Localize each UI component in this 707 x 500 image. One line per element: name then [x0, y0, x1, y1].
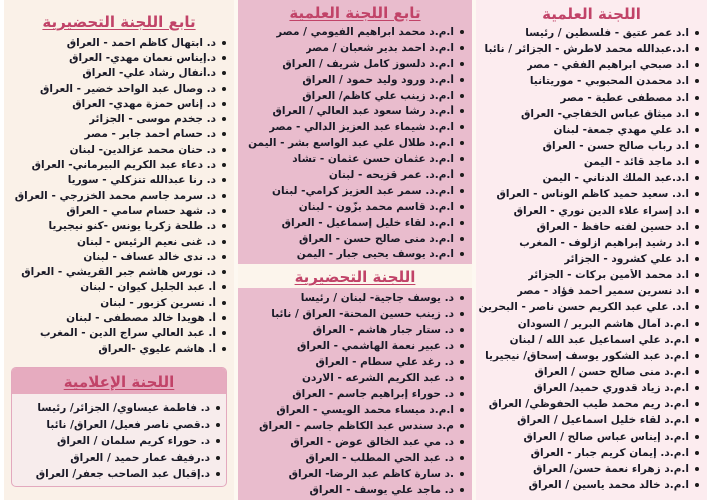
- member-name: د. يوسف جاجية- لبنان / رئيسا: [300, 292, 454, 305]
- member-name: ا.م.د آمال هاشم البرير / السودان: [517, 317, 689, 330]
- bullet-icon: [222, 102, 226, 106]
- bullet-icon: [216, 472, 220, 476]
- member-name: د. ندى خالد عساف - لبنان: [83, 250, 216, 263]
- bullet-icon: [695, 96, 699, 100]
- member-name: ا.م.د ميساء محمد الويسي - العراق: [276, 404, 454, 417]
- member-name: د. حنان محمد عزالدين- لبنان: [69, 143, 216, 156]
- bullet-icon: [695, 47, 699, 51]
- bullet-icon: [695, 241, 699, 245]
- bullet-icon: [460, 360, 464, 364]
- member-item: [240, 151, 464, 167]
- member-item: [240, 24, 464, 40]
- member-item: [478, 477, 699, 493]
- member-name: د. ابتهال كاظم احمد - العراق: [66, 36, 216, 49]
- member-name: د. زينب حسين المحنة- العراق / نائبا: [271, 308, 454, 321]
- member-item: [6, 35, 226, 50]
- member-item: [14, 400, 220, 417]
- bullet-icon: [460, 392, 464, 396]
- member-name: د.قصي ناصر فعيل/ العراق/ نائبا: [46, 418, 210, 431]
- bullet-icon: [222, 41, 226, 45]
- bullet-icon: [460, 94, 464, 98]
- member-item: [14, 450, 220, 467]
- member-item: [478, 267, 699, 283]
- member-name: ا.م.د محمد ابراهيم الفيومي / مصر: [276, 25, 454, 38]
- member-item: [478, 316, 699, 332]
- member-item: [478, 57, 699, 73]
- media-committee-list: [12, 394, 226, 483]
- bullet-icon: [695, 370, 699, 374]
- member-name: أ. هاشم عليوي -العراق: [98, 342, 216, 355]
- bullet-icon: [460, 252, 464, 256]
- bullet-icon: [222, 347, 226, 351]
- member-name: ا.م.د منى صالح حسن / العراق: [534, 366, 689, 379]
- preparatory-committee-cont-title: تابع اللجنة التحضيرية: [42, 13, 196, 31]
- member-item: [240, 386, 464, 402]
- bullet-icon: [222, 316, 226, 320]
- member-name: د. دعاء عبد الكريم البيرماني- العراق: [31, 159, 216, 172]
- member-item: [478, 90, 699, 106]
- member-name: ا.د إسراء علاء الدين نوري - العراق: [513, 204, 689, 217]
- member-name: د. فاطمة عيساوي/ الجزائر/ رئيسا: [37, 402, 210, 415]
- member-item: [478, 138, 699, 154]
- member-name: د. سرمد جاسم محمد الخزرجي - العراق: [14, 189, 216, 202]
- bullet-icon: [460, 125, 464, 129]
- bullet-icon: [695, 305, 699, 309]
- member-name: د. ستار جبار هاشم - العراق: [312, 324, 454, 337]
- media-committee-header-band: [12, 368, 226, 394]
- scientific-committee-cont-title: تابع اللجنة العلمية: [289, 4, 421, 22]
- member-name: ا.م.د عبد الشكور يوسف إسحاق/ نيجيريا: [485, 349, 689, 362]
- member-name: د. عبد الكريم الشرعه - الاردن: [301, 372, 454, 385]
- member-name: م.د سندس عبد الكاظم جاسم - العراق: [259, 420, 454, 433]
- bullet-icon: [460, 456, 464, 460]
- member-name: ا.د محمدن المحبوبي - موريتانيا: [529, 75, 689, 88]
- member-name: ا.م.د خالد محمد ياسين / العراق: [528, 479, 689, 491]
- member-item: [240, 370, 464, 386]
- member-name: ا.م.د. إيمان كريم جبار - العراق: [530, 446, 689, 459]
- member-item: [478, 364, 699, 380]
- bullet-icon: [460, 472, 464, 476]
- member-item: [240, 450, 464, 466]
- bullet-icon: [460, 205, 464, 209]
- bullet-icon: [695, 273, 699, 277]
- bullet-icon: [216, 406, 220, 410]
- member-name: د. عبير نعمة الهاشمي - العراق: [297, 340, 454, 353]
- member-item: [6, 310, 226, 325]
- member-item: [478, 41, 699, 57]
- member-item: [240, 338, 464, 354]
- bullet-icon: [222, 285, 226, 289]
- bullet-icon: [460, 408, 464, 412]
- preparatory-committee-list: [238, 290, 472, 498]
- member-name: ا.م.د قاسم محمد بزّون - لبنان: [298, 200, 454, 213]
- bullet-icon: [460, 30, 464, 34]
- member-name: ا.د محمد الأمين بركات - الجزائر: [527, 269, 689, 282]
- member-name: د. حوراء كريم سلمان / العراق: [56, 435, 210, 448]
- member-name: ا.د عمر عتيق - فلسطين / رئيسا: [525, 27, 689, 40]
- scientific-committee-title: اللجنة العلمية: [542, 5, 641, 23]
- member-name: ا.م.د احمد بدير شعبان / مصر: [305, 41, 454, 54]
- member-name: ا.د.عبد الملك الدناني - اليمن: [542, 172, 689, 185]
- member-item: [6, 96, 226, 111]
- member-item: [478, 25, 699, 41]
- member-item: [240, 56, 464, 72]
- member-item: [6, 188, 226, 203]
- member-item: [478, 396, 699, 412]
- member-item: [478, 106, 699, 122]
- member-name: ا.م.د يوسف يحيى جبار - اليمن: [296, 248, 454, 261]
- member-item: [6, 127, 226, 142]
- member-item: [240, 322, 464, 338]
- member-item: [478, 348, 699, 364]
- member-item: [14, 433, 220, 450]
- member-name: أ.م.د رشا سعود عبد العالي / العراق: [272, 105, 454, 118]
- bullet-icon: [460, 440, 464, 444]
- bullet-icon: [460, 62, 464, 66]
- member-item: [478, 73, 699, 89]
- member-name: ا.د رشيد إبراهيم ازلوف - المغرب: [519, 236, 689, 249]
- member-item: [240, 434, 464, 450]
- media-committee-title: اللجنة الإعلامية: [63, 373, 175, 392]
- bullet-icon: [222, 132, 226, 136]
- member-item: [6, 142, 226, 157]
- column-scientific-committee: [472, 0, 707, 500]
- member-name: د. ماجد علي يوسف - العراق: [309, 484, 454, 497]
- member-item: [6, 295, 226, 310]
- member-item: [478, 235, 699, 251]
- bullet-icon: [695, 112, 699, 116]
- member-item: [240, 72, 464, 88]
- bullet-icon: [222, 178, 226, 182]
- member-name: د. وصال عبد الواحد خضير - العراق: [40, 82, 216, 95]
- member-item: [478, 283, 699, 299]
- member-name: ا.م.د لقاء خليل اسماعيل / العراق: [517, 414, 689, 427]
- bullet-icon: [695, 192, 699, 196]
- bullet-icon: [222, 71, 226, 75]
- bullet-icon: [222, 163, 226, 167]
- member-name: ا.د.عبدالله محمد لاطرش - الجزائر / نائبا: [484, 43, 689, 56]
- member-item: [240, 402, 464, 418]
- member-item: [6, 81, 226, 96]
- member-item: [14, 466, 220, 483]
- bullet-icon: [695, 289, 699, 293]
- member-name: ا.د حسين لفته حافظ - العراق: [536, 220, 689, 233]
- member-name: ا.د. سعيد حميد كاظم الوناس - العراق: [496, 188, 689, 201]
- bullet-icon: [460, 78, 464, 82]
- member-item: [240, 135, 464, 151]
- member-name: ا.د. علي عبد الكريم حسن ناصر - البحرين: [478, 301, 689, 314]
- member-item: [240, 466, 464, 482]
- bullet-icon: [460, 328, 464, 332]
- member-item: [478, 154, 699, 170]
- bullet-icon: [460, 376, 464, 380]
- bullet-icon: [695, 225, 699, 229]
- member-item: [6, 341, 226, 356]
- member-name: أ.م.د ورود وليد حمود / العراق: [302, 73, 454, 86]
- bullet-icon: [695, 338, 699, 342]
- bullet-icon: [216, 423, 220, 427]
- member-item: [6, 66, 226, 81]
- member-name: ا.م.د زهراء نعمة حسن/ العراق: [533, 462, 689, 475]
- member-name: د.أنفال رشاد علي- العراق: [82, 67, 216, 80]
- member-name: ا.م.د طلال علي عبد الواسع بشر - اليمن: [248, 137, 454, 150]
- bullet-icon: [460, 312, 464, 316]
- member-item: [240, 103, 464, 119]
- bullet-icon: [695, 386, 699, 390]
- bullet-icon: [216, 456, 220, 460]
- member-name: أ. عبد العالي سراج الدين - المغرب: [40, 327, 216, 340]
- bullet-icon: [460, 221, 464, 225]
- member-name: د. مي عبد الخالق عوض - العراق: [290, 436, 454, 449]
- bullet-icon: [222, 209, 226, 213]
- bullet-icon: [222, 148, 226, 152]
- member-name: ا.م.د شيماء عبد العزيز الدالي - مصر: [268, 121, 454, 134]
- member-item: [240, 40, 464, 56]
- member-item: [478, 412, 699, 428]
- bullet-icon: [460, 173, 464, 177]
- bullet-icon: [695, 467, 699, 471]
- preparatory-committee-header-band: [238, 264, 472, 288]
- member-item: [478, 203, 699, 219]
- bullet-icon: [222, 194, 226, 198]
- member-item: [478, 429, 699, 445]
- scientific-committee-cont-list: [238, 24, 472, 262]
- bullet-icon: [222, 255, 226, 259]
- member-name: ا.د صبحي ابراهيم الفقي - مصر: [526, 59, 689, 72]
- member-name: ا.د ماجد قائد - اليمن: [583, 156, 689, 169]
- member-name: ا.د رباب صالح حسن - العراق: [542, 140, 689, 153]
- bullet-icon: [460, 296, 464, 300]
- member-item: [6, 219, 226, 234]
- member-item: [478, 380, 699, 396]
- member-name: د. جخدم موسى - الجزائر: [89, 113, 216, 126]
- member-item: [240, 199, 464, 215]
- bullet-icon: [695, 322, 699, 326]
- member-name: ا.م.د دلسوز كامل شريف / العراق: [282, 57, 454, 70]
- bullet-icon: [460, 46, 464, 50]
- member-item: [478, 332, 699, 348]
- bullet-icon: [695, 257, 699, 261]
- bullet-icon: [695, 160, 699, 164]
- member-name: ا.د مصطفى عطية - مصر: [560, 91, 689, 104]
- member-name: ا.د نسرين سمير أحمد فؤاد - مصر: [516, 285, 689, 298]
- member-name: ا.م.د زينب علي كاظم/ العراق: [302, 89, 454, 102]
- member-name: د.إيناس نعمان مهدي- العراق: [69, 51, 216, 64]
- bullet-icon: [222, 117, 226, 121]
- member-item: [478, 122, 699, 138]
- bullet-icon: [222, 270, 226, 274]
- bullet-icon: [695, 176, 699, 180]
- bullet-icon: [695, 402, 699, 406]
- member-name: .د سارة كاظم عبد الرضا- العراق: [288, 468, 454, 481]
- bullet-icon: [460, 344, 464, 348]
- member-item: [240, 354, 464, 370]
- bullet-icon: [695, 144, 699, 148]
- bullet-icon: [695, 31, 699, 35]
- member-name: د. طلحة زكريا يونس -كنو نيجيريا: [48, 220, 216, 233]
- media-committee-box: [11, 367, 227, 487]
- member-name: أ.م.د. عمر قزيحه - لبنان: [328, 168, 454, 181]
- bullet-icon: [222, 301, 226, 305]
- member-item: [478, 299, 699, 315]
- bullet-icon: [460, 157, 464, 161]
- preparatory-committee-cont-list: [4, 35, 234, 356]
- bullet-icon: [695, 79, 699, 83]
- bullet-icon: [695, 418, 699, 422]
- member-item: [240, 215, 464, 231]
- member-name: ا.م.د عثمان حسن عثمان - تشاد: [292, 153, 454, 166]
- member-name: أ. نسرين كزبور - لبنان: [100, 296, 216, 309]
- bullet-icon: [695, 435, 699, 439]
- member-item: [240, 183, 464, 199]
- bullet-icon: [222, 224, 226, 228]
- member-item: [14, 417, 220, 434]
- member-name: ا.م.د ريم محمد طيب الحفوظي/ العراق: [488, 398, 689, 411]
- member-name: أ. عبد الجليل كيوان - لبنان: [80, 281, 216, 294]
- preparatory-committee-title: اللجنة التحضيرية: [294, 268, 416, 287]
- member-item: [478, 186, 699, 202]
- member-name: ا.م.د زياد قدوري حميد/ العراق: [533, 382, 689, 395]
- member-name: د. رغد علي سطام - العراق: [315, 356, 454, 369]
- member-item: [240, 246, 464, 262]
- member-item: [6, 264, 226, 279]
- bullet-icon: [695, 128, 699, 132]
- bullet-icon: [222, 240, 226, 244]
- member-name: د. غنى نعيم الرئيس - لبنان: [76, 235, 216, 248]
- bullet-icon: [695, 451, 699, 455]
- column-scientific-cont-preparatory: [234, 0, 472, 500]
- bullet-icon: [460, 109, 464, 113]
- member-item: [240, 167, 464, 183]
- member-item: [240, 482, 464, 498]
- bullet-icon: [460, 424, 464, 428]
- member-item: [6, 50, 226, 65]
- member-name: د. رنا عبدالله تنزكلي - سوريا: [67, 174, 216, 187]
- member-item: [478, 461, 699, 477]
- member-name: ا.م.د منى صالح حسن - العراق: [299, 232, 454, 245]
- member-name: د. إناس حمزة مهدي- العراق: [72, 97, 216, 110]
- member-name: ا.م.د علي اسماعيل عبد الله / لبنان: [509, 333, 689, 346]
- member-item: [240, 306, 464, 322]
- bullet-icon: [695, 354, 699, 358]
- member-item: [6, 280, 226, 295]
- member-item: [240, 88, 464, 104]
- member-name: أ. هويدا خالد مصطفى - لبنان: [66, 311, 216, 324]
- member-name: د. عبد الحي المطلب - العراق: [305, 452, 454, 465]
- bullet-icon: [222, 87, 226, 91]
- scientific-committee-list: [476, 25, 707, 493]
- member-name: ا.م.د إيناس عباس صالح / العراق: [523, 430, 689, 443]
- bullet-icon: [216, 439, 220, 443]
- member-name: د. حسام أحمد جابر - مصر: [84, 128, 216, 141]
- bullet-icon: [460, 237, 464, 241]
- bullet-icon: [460, 189, 464, 193]
- member-item: [240, 290, 464, 306]
- member-item: [478, 219, 699, 235]
- member-name: د. شهد حسام سامي - العراق: [66, 204, 216, 217]
- member-name: ا.م.د. سمر عبد العزيز كرامي- لبنان: [272, 184, 454, 197]
- member-name: د.رفيف عمار حميد / العراق: [70, 451, 210, 464]
- member-item: [6, 326, 226, 341]
- member-item: [240, 231, 464, 247]
- member-name: ا.د علي كشرود - الجزائر: [564, 253, 689, 266]
- member-name: ا.م.د لقاء خليل إسماعيل - العراق: [281, 216, 454, 229]
- bullet-icon: [695, 483, 699, 487]
- member-name: د. حوراء إبراهيم جاسم - العراق: [292, 388, 454, 401]
- member-item: [6, 234, 226, 249]
- member-item: [478, 170, 699, 186]
- member-name: ا.د علي مهدي جمعة- لبنان: [553, 123, 689, 136]
- member-item: [6, 111, 226, 126]
- bullet-icon: [222, 331, 226, 335]
- member-item: [6, 173, 226, 188]
- member-name: د. نورس هاشم جبر القريشي - العراق: [21, 266, 216, 279]
- bullet-icon: [695, 63, 699, 67]
- member-item: [6, 157, 226, 172]
- bullet-icon: [460, 488, 464, 492]
- member-item: [6, 203, 226, 218]
- column-preparatory-cont-media: [4, 0, 234, 500]
- bullet-icon: [460, 141, 464, 145]
- member-item: [478, 251, 699, 267]
- bullet-icon: [695, 209, 699, 213]
- member-item: [478, 445, 699, 461]
- member-item: [240, 418, 464, 434]
- bullet-icon: [222, 56, 226, 60]
- member-item: [6, 249, 226, 264]
- member-name: ا.د ميثاق عباس الخفاجي- العراق: [520, 107, 689, 120]
- member-name: د.إقبال عبد الصاحب جعفر/ العراق: [35, 468, 210, 481]
- member-item: [240, 119, 464, 135]
